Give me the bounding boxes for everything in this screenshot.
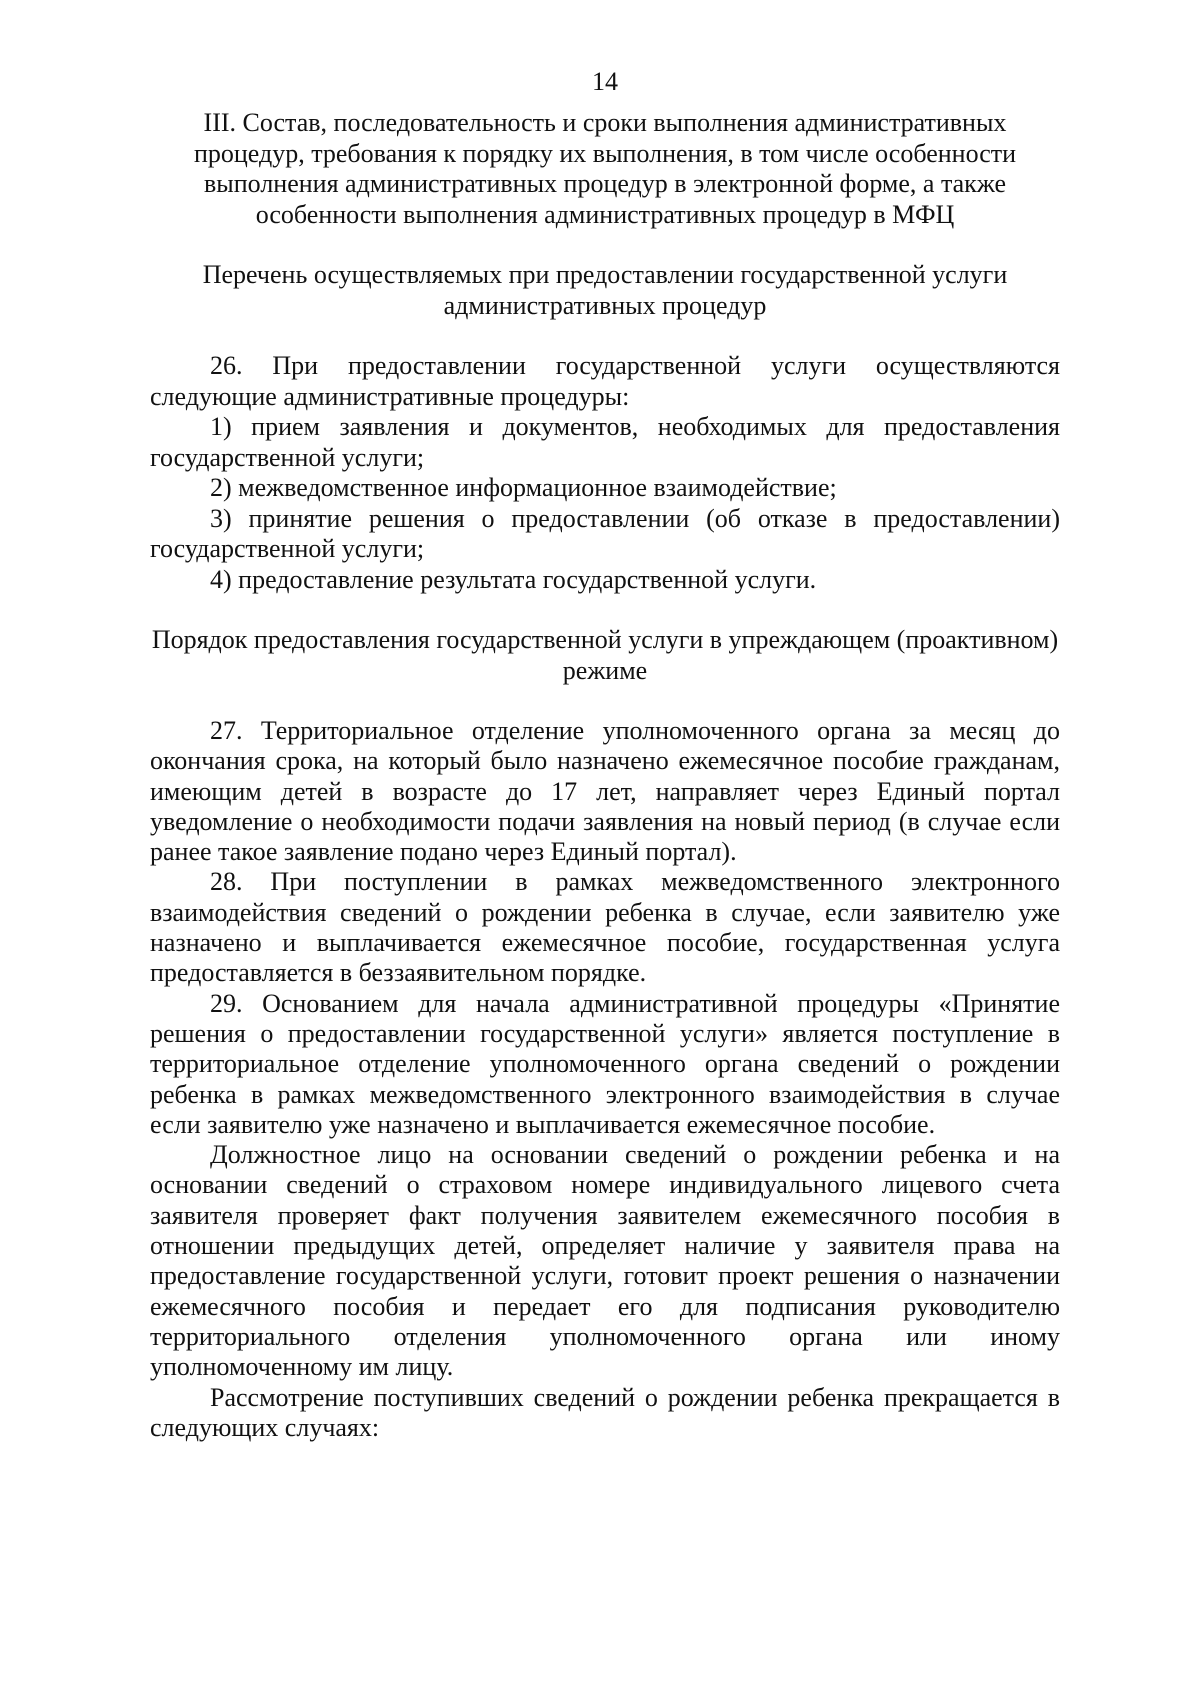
paragraph-official: Должностное лицо на основании сведений о рождении ребенка и на основании сведений о страховом номере индивидуального лицевого счета заявителя проверяет факт получения заявителем ежемесячного пособия в отношении предыдущих детей, определяет наличие у заявителя права на предоставление государственной услуги, готовит проект решения о назначении ежемесячного пособия и передает его для подписания руководителю территориального отделения уполномоченного органа или иному уполномоченному им лицу. <box>150 1140 1060 1382</box>
paragraph-26: 26. При предоставлении государственной услуги осуществляются следующие административные процедуры: <box>150 351 1060 411</box>
list-item-4: 4) предоставление результата государственной услуги. <box>210 564 817 594</box>
list-item-1: 1) прием заявления и документов, необходимых для предоставления государственной услуги; <box>150 412 1060 472</box>
subheading-procedures-list: Перечень осуществляемых при предоставлении государственной услуги административных процедур <box>202 260 1008 320</box>
list-item-3: 3) принятие решения о предоставлении (об отказе в предоставлении) государственной услуги; <box>150 503 1060 563</box>
subheading-proactive-mode: Порядок предоставления государственной услуги в упреждающем (проактивном) режиме <box>151 625 1059 685</box>
spacer <box>150 595 1060 625</box>
paragraph-review: Рассмотрение поступивших сведений о рождении ребенка прекращается в следующих случаях: <box>150 1382 1060 1442</box>
page-number: 14 <box>592 67 618 96</box>
list-item-2: 2) межведомственное информационное взаимодействие; <box>210 473 837 502</box>
spacer <box>150 321 1060 351</box>
section-heading: III. Состав, последовательность и сроки выполнения административных процедур, требования к порядку их выполнения, в том числе особенности выполнения административных процедур в электронной форме, а также особенности выполнения административных процедур в МФЦ <box>193 108 1017 229</box>
spacer <box>150 686 1060 716</box>
paragraph-29: 29. Основанием для начала административной процедуры «Принятие решения о предоставлении государственной услуги» является поступление в территориальное отделение уполномоченного органа сведений о рождении ребенка в рамках межведомственного электронного взаимодействия в случае если заявителю уже назначено и выплачивается ежемесячное пособие. <box>150 988 1060 1139</box>
paragraph-27: 27. Территориальное отделение уполномоченного органа за месяц до окончания срока, на который было назначено ежемесячное пособие гражданам, имеющим детей в возрасте до 17 лет, направляет через Единый портал уведомление о необходимости подачи заявления на новый период (в случае если ранее такое заявление подано через Единый портал). <box>150 716 1060 867</box>
spacer <box>150 230 1060 260</box>
paragraph-28: 28. При поступлении в рамках межведомственного электронного взаимодействия сведений о рождении ребенка в случае, если заявителю уже назначено и выплачивается ежемесячное пособие, государственная услуга предоставляется в беззаявительном порядке. <box>150 867 1060 988</box>
document-page <box>150 62 1060 1443</box>
